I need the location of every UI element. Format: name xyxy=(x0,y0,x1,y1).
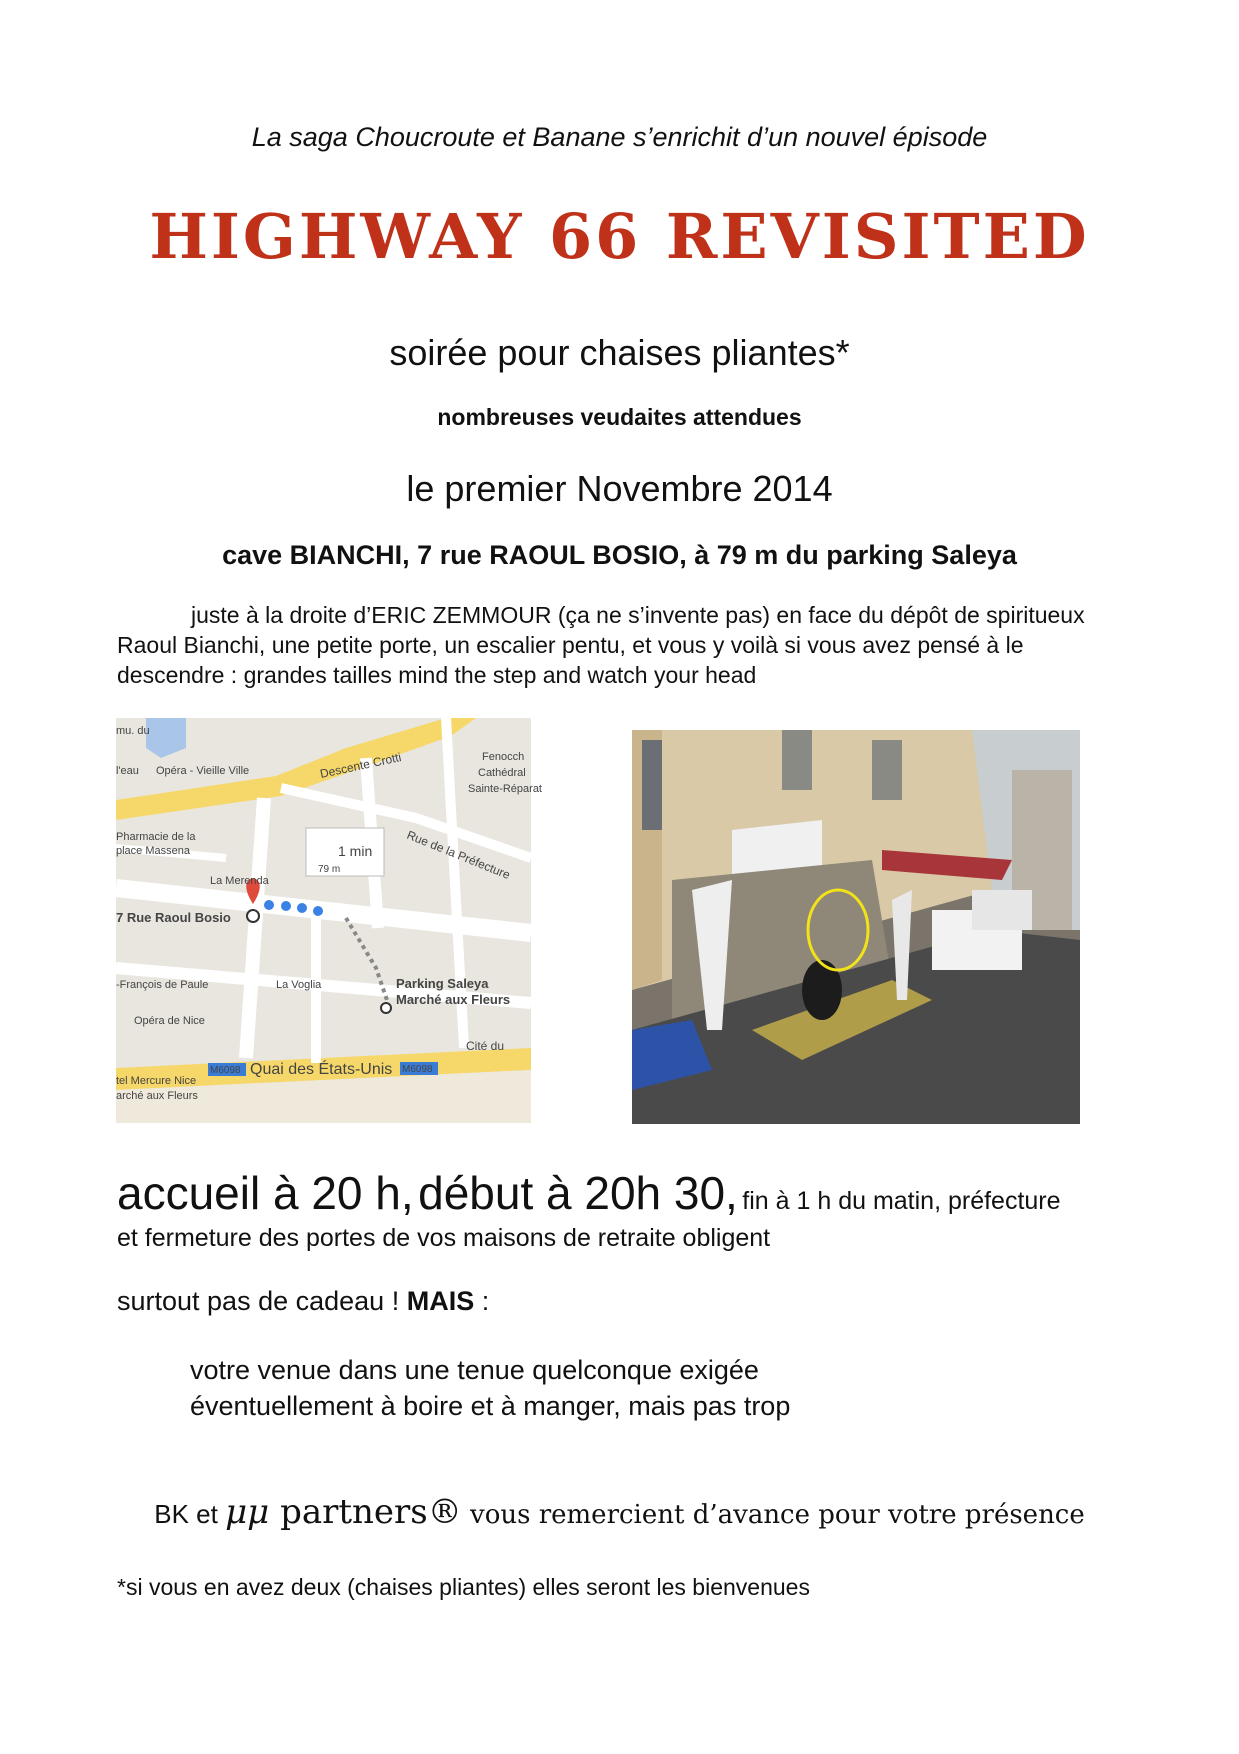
dress-line-1: votre venue dans une tenue quelconque exigée xyxy=(190,1355,759,1385)
gifts-text: surtout pas de cadeau ! xyxy=(117,1286,407,1316)
map-label-marche-fleurs: Marché aux Fleurs xyxy=(396,992,511,1007)
gifts-line xyxy=(117,1286,489,1317)
dress-list xyxy=(190,1352,790,1424)
map-label-place-massena: place Massena xyxy=(116,845,190,857)
directions-paragraph xyxy=(117,600,1127,690)
thanks-line xyxy=(0,1492,1239,1532)
gifts-colon: : xyxy=(474,1286,490,1316)
map-label-parking-saleya: Parking Saleya xyxy=(396,976,489,991)
map-label-francois-paule: -François de Paule xyxy=(116,979,209,991)
thanks-rest: vous remercient d’avance pour votre présence xyxy=(461,1500,1085,1530)
footnote: *si vous en avez deux (chaises pliantes) elles seront les bienvenues xyxy=(117,1574,810,1600)
intro-line: La saga Choucroute et Banane s’enrichit d’un nouvel épisode xyxy=(251,122,988,152)
schedule-line-2: et fermeture des portes de vos maisons de retraite obligent xyxy=(117,1224,771,1252)
directions-text: juste à la droite d’ERIC ZEMMOUR (ça ne s’invente pas) en face du dépôt de spiritueux Raoul Bianchi, une petite porte, un escalier pentu, et vous y voilà si vous avez pensé à le descendre : grandes tailles mind the step and watch your head xyxy=(117,602,1085,688)
gifts-mais: MAIS xyxy=(406,1286,475,1316)
map-label-sainte-reparat: Sainte-Réparat xyxy=(468,783,542,795)
map-label-la-voglia: La Voglia xyxy=(276,979,322,991)
event-subtitle: soirée pour chaises pliantes* xyxy=(389,332,850,373)
event-address: cave BIANCHI, 7 rue RAOUL BOSIO, à 79 m du parking Saleya xyxy=(222,540,1017,570)
thanks-bk: BK et xyxy=(154,1499,226,1529)
map-label-m6098-b: M6098 xyxy=(402,1064,433,1075)
schedule-welcome: accueil à 20 h, xyxy=(117,1167,414,1219)
schedule-start: début à 20h 30, xyxy=(418,1167,738,1219)
map-label-opera-nice: Opéra de Nice xyxy=(134,1015,205,1027)
street-photo xyxy=(632,730,1080,1124)
event-title: HIGHWAY 66 REVISITED xyxy=(149,200,1090,273)
map-walk-distance: 79 m xyxy=(318,864,341,875)
map-label-descente-crotti: Descente Crotti xyxy=(318,750,403,781)
map-label-la-merenda: La Merenda xyxy=(210,875,269,887)
map-label-fenocchio: Fenocch xyxy=(482,751,525,763)
map-label-rue-raoul-bosio: 7 Rue Raoul Bosio xyxy=(116,910,231,925)
map-label-quai: Quai des États-Unis xyxy=(250,1061,393,1078)
map-walk-time: 1 min xyxy=(338,843,373,859)
map-label-mu: mu. du xyxy=(116,725,150,737)
map-label-eau: l'eau xyxy=(116,765,139,777)
map-label-cathedrale: Cathédral xyxy=(478,767,526,779)
thanks-partners: partners® xyxy=(269,1492,462,1532)
schedule-end: fin à 1 h du matin, préfecture xyxy=(742,1187,1061,1215)
thanks-mu: μμ xyxy=(225,1492,270,1532)
map-label-pharmacie: Pharmacie de la xyxy=(116,831,196,843)
map-label-cite-du: Cité du xyxy=(466,1039,505,1053)
location-map xyxy=(116,718,542,1123)
map-label-mercure: tel Mercure Nice xyxy=(116,1075,197,1087)
map-label-m6098-a: M6098 xyxy=(210,1065,241,1076)
dress-line-2: éventuellement à boire et à manger, mais pas trop xyxy=(190,1391,791,1421)
expected-line: nombreuses veudaites attendues xyxy=(437,404,802,430)
event-date: le premier Novembre 2014 xyxy=(406,468,833,509)
map-label-marche-fleurs-2: arché aux Fleurs xyxy=(116,1090,198,1102)
map-label-opera-vieille-ville: Opéra - Vieille Ville xyxy=(156,765,250,777)
schedule-line-1 xyxy=(117,1166,1127,1220)
map-label-rue-prefecture: Rue de la Préfecture xyxy=(404,827,513,883)
